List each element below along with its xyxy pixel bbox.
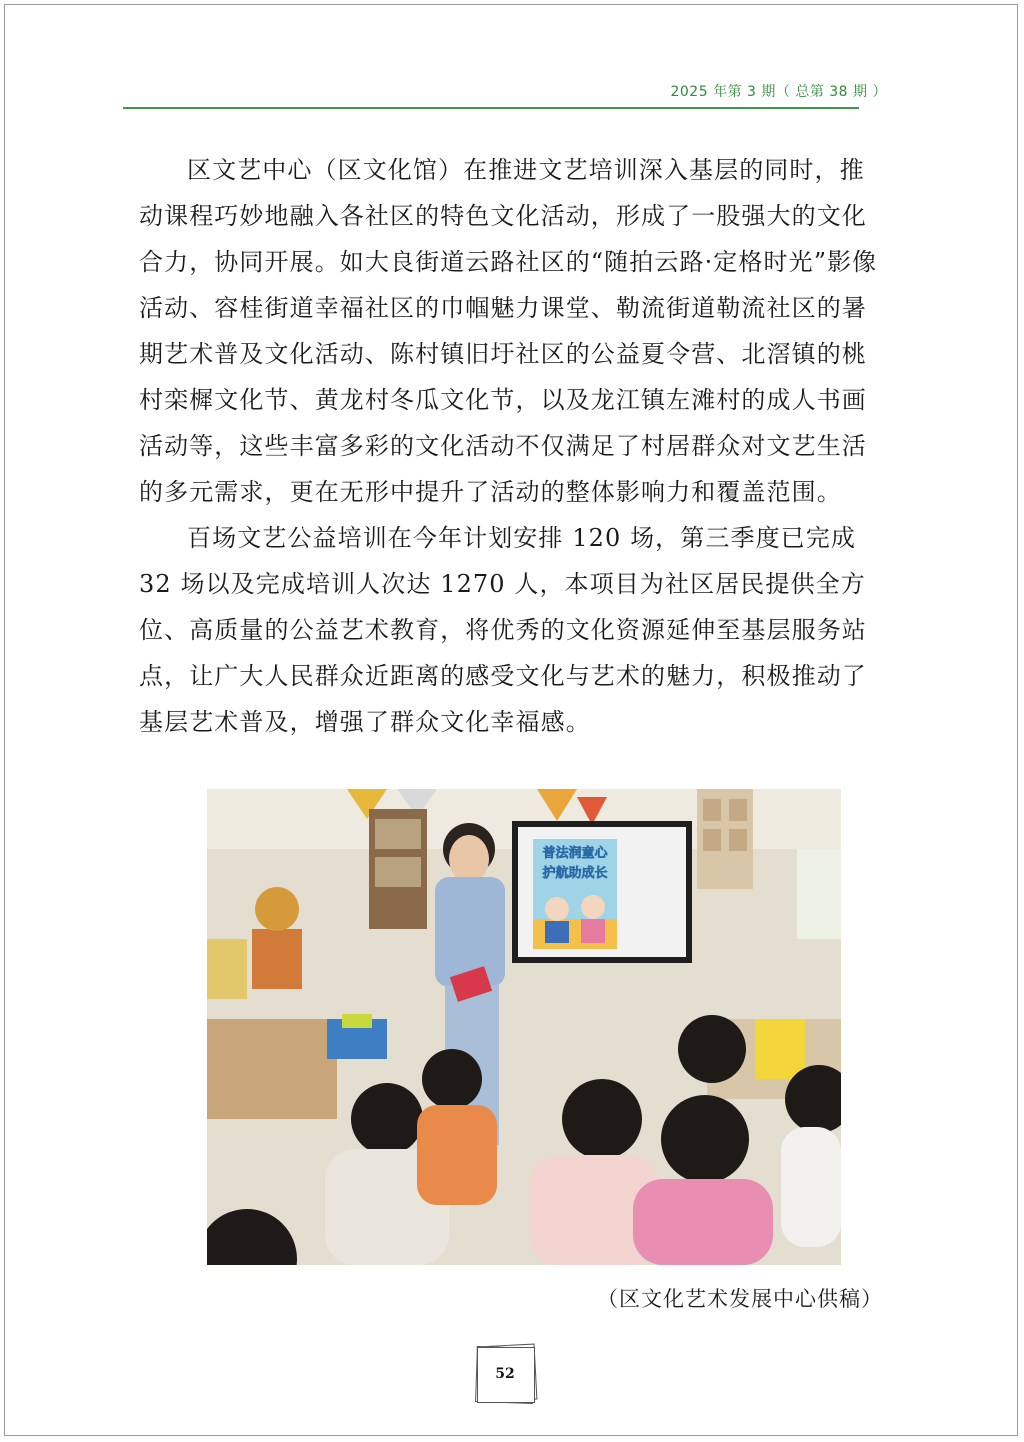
page-number: 52 (495, 1366, 515, 1382)
screen-title-line2: 护航助成长 (542, 866, 608, 881)
photo-credit: （区文化艺术发展中心供稿） (597, 1287, 883, 1311)
paragraph-1: 区文艺中心（区文化馆）在推进文艺培训深入基层的同时，推动课程巧妙地融入各社区的特色文化活动，形成了一股强大的文化合力，协同开展。如大良街道云路社区的“随拍云路·定格时光”影像活动、容桂街道幸福社区的巾帼魅力课堂、勒流街道勒流社区的暑期艺术普及文化活动、陈村镇旧圩社区的公益夏令营、北滘镇的桃村栾樨文化节、黄龙村冬瓜文化节，以及龙江镇左滩村的成人书画活动等，这些丰富多彩的文化活动不仅满足了村居群众对文艺生活的多元需求，更在无形中提升了活动的整体影响力和覆盖范围。 (139, 156, 878, 506)
screen-title-line1: 普法润童心 (542, 846, 608, 861)
classroom-photo (207, 789, 841, 1265)
document-page (4, 4, 1018, 1436)
paragraph-2: 百场文艺公益培训在今年计划安排 120 场，第三季度已完成 32 场以及完成培训人次达 1270 人，本项目为社区居民提供全方位、高质量的公益艺术教育，将优秀的文化资源延伸至基层服务站点，让广大人民群众近距离的感受文化与艺术的魅力，积极推动了基层艺术普及，增强了群众文化幸福感。 (139, 524, 867, 736)
page-number-badge (474, 1345, 536, 1403)
header-divider (123, 107, 859, 109)
article-body (139, 147, 889, 745)
issue-header: 2025 年第 3 期（ 总第 38 期 ） (670, 84, 887, 100)
